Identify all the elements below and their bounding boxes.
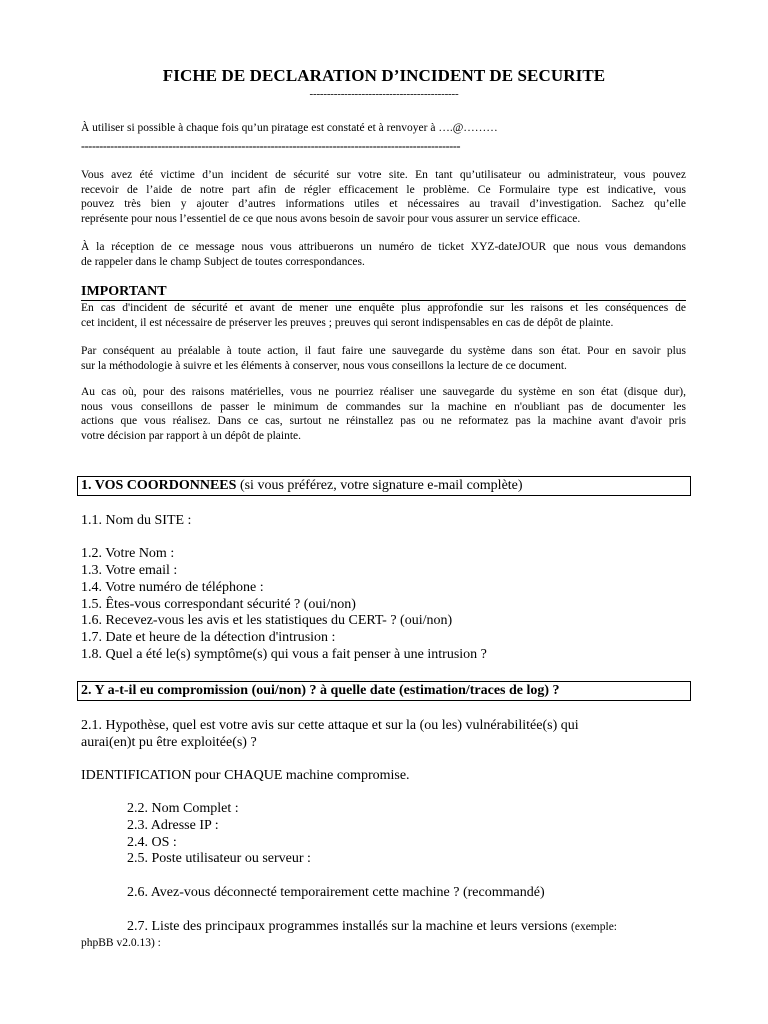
field-disconnected: 2.6. Avez-vous déconnecté temporairement cette machine ? (recommandé) [127, 885, 545, 900]
paragraph-line: Au cas où, pour des raisons matérielles, vous ne pourriez réaliser une sauvegarde du système en son état (disque dur), [81, 386, 686, 398]
installed-programs-example: (exemple: [571, 921, 617, 933]
field-security-contact: 1.5. Êtes-vous correspondant sécurité ? (oui/non) [81, 597, 356, 612]
paragraph-line: actions que vous réalisez. Dans ce cas, surtout ne réinstallez pas ou ne reformatez pas la machine avant d'avoir pris [81, 415, 686, 427]
paragraph-line: En cas d'incident de sécurité et avant de mener une enquête plus approfondie sur les raisons et les conséquences de [81, 302, 686, 314]
intro-line: À utiliser si possible à chaque fois qu’un piratage est constaté et à renvoyer à ….@……… [81, 122, 498, 134]
section-1-heading [77, 476, 691, 496]
paragraph-line: recevoir de l’aide de notre part afin de régler efficacement le problème. Ce Formulaire type est indicative, vous [81, 183, 686, 196]
field-your-email: 1.3. Votre email : [81, 563, 178, 578]
important-heading: IMPORTANT [81, 284, 686, 301]
title-underline-dashes: ------------------------------------------- [309, 88, 459, 100]
document-title: FICHE DE DECLARATION D’INCIDENT DE SECURITE [162, 66, 606, 85]
important-paragraph-1 [81, 301, 686, 330]
field-site-name: 1.1. Nom du SITE : [81, 513, 192, 528]
field-hypothesis: 2.1. Hypothèse, quel est votre avis sur cette attaque et sur la (ou les) vulnérabilitée(s) qui [81, 718, 579, 733]
paragraph-line: de rappeler dans le champ Subject de toutes correspondances. [81, 255, 365, 268]
field-installed-programs [127, 919, 617, 936]
paragraph-line: pouvez très bien y ajouter d’autres informations utiles et nécessaires au travail d’investigation. Sachez qu’elle [81, 198, 686, 210]
paragraph-line: nous vous conseillons de passer le minimum de commandes sur la machine en n'oubliant pas de documenter les [81, 400, 686, 413]
section-1-heading-bold: 1. VOS COORDONNEES [81, 478, 237, 493]
section-1-heading-note: (si vous préférez, votre signature e-mail complète) [236, 478, 523, 493]
paragraph-line: votre décision par rapport à un dépôt de plainte. [81, 429, 302, 442]
field-detection-date: 1.7. Date et heure de la détection d'intrusion : [81, 630, 336, 645]
paragraph-line: représente pour nous l’essentiel de ce que nous avons besoin de savoir pour vous assurer un service efficace. [81, 212, 581, 225]
paragraph-line: Vous avez été victime d’un incident de sécurité sur votre site. En tant qu’utilisateur ou administrateur, vous pouvez [81, 169, 686, 181]
field-workstation-or-server: 2.5. Poste utilisateur ou serveur : [127, 851, 311, 866]
identification-label: IDENTIFICATION pour CHAQUE machine compromise. [81, 768, 410, 783]
important-paragraph-2 [81, 344, 686, 373]
field-symptoms: 1.8. Quel a été le(s) symptôme(s) qui vous a fait penser à une intrusion ? [81, 647, 487, 662]
installed-programs-example-cont: phpBB v2.0.13) : [81, 937, 161, 949]
installed-programs-label: 2.7. Liste des principaux programmes installés sur la machine et leurs versions [127, 919, 568, 934]
field-phone: 1.4. Votre numéro de téléphone : [81, 580, 264, 595]
important-paragraph-3 [81, 385, 686, 443]
field-hypothesis-cont: aurai(en)t pu être exploitée(s) ? [81, 735, 257, 750]
field-cert-notices: 1.6. Recevez-vous les avis et les statistiques du CERT- ? (oui/non) [81, 613, 453, 628]
intro-paragraph [81, 168, 686, 226]
paragraph-line: À la réception de ce message nous vous attribuerons un numéro de ticket XYZ-dateJOUR que nous vous demandons [81, 241, 686, 253]
field-your-name: 1.2. Votre Nom : [81, 546, 175, 561]
paragraph-line: cet incident, il est nécessaire de préserver les preuves ; preuves qui seront indispensables en cas de dépôt de plainte. [81, 316, 614, 329]
section-2-heading: 2. Y a-t-il eu compromission (oui/non) ? à quelle date (estimation/traces de log) ? [77, 681, 691, 701]
ticket-paragraph [81, 240, 686, 269]
field-full-name: 2.2. Nom Complet : [127, 801, 239, 816]
separator-dashes: -------------------------------------------------------------------------------------------------------- [81, 139, 461, 153]
field-os: 2.4. OS : [127, 835, 177, 850]
paragraph-line: Par conséquent au préalable à toute action, il faut faire une sauvegarde du système dans son état. Pour en savoir plus [81, 345, 686, 357]
paragraph-line: sur la méthodologie à suivre et les éléments à conserver, nous vous conseillons la lecture de ce document. [81, 359, 567, 372]
field-ip-address: 2.3. Adresse IP : [127, 818, 219, 833]
